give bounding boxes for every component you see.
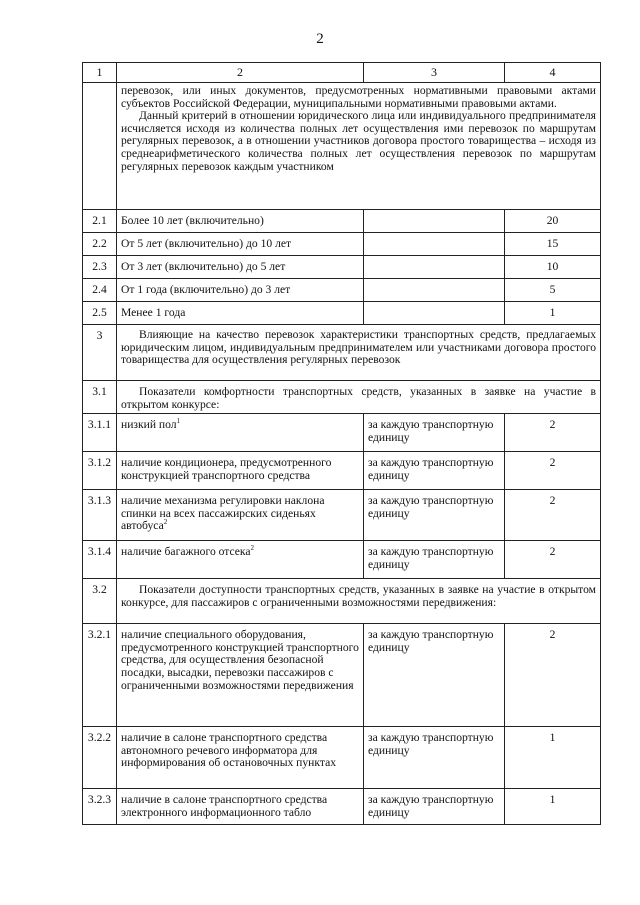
row-number: 3.1.4 [83,541,117,579]
section-number: 3.1 [83,381,117,414]
row-label: наличие специального оборудования, предусмотренного конструкцией транспортного средства, для осуществления безопасной посадки, высадки, перевозки пассажиров с ограниченными возможностями передвижения [117,624,364,727]
footnote-mark: 1 [176,417,181,426]
row-label: наличие механизма регулировки наклона спинки на всех пассажирских сиденьях автобуса [121,494,325,533]
header-col-1: 1 [83,63,117,83]
table-row [83,490,601,541]
section-number: 3.2 [83,579,117,624]
row-value: 2 [505,624,601,727]
table-row [83,256,601,279]
page-number: 2 [316,31,324,47]
row-label: От 5 лет (включительно) до 10 лет [117,233,364,256]
row-number: 2.1 [83,210,117,233]
section-row [83,381,601,414]
row-number: 2.4 [83,279,117,302]
row-value: 1 [505,302,601,325]
table-row [83,624,601,727]
row-unit: за каждую транспортную единицу [364,727,505,789]
row-unit: за каждую транспортную единицу [364,789,505,825]
table-row [83,279,601,302]
row-number: 3.1.3 [83,490,117,541]
row-number: 2.2 [83,233,117,256]
row-value: 20 [505,210,601,233]
header-row [83,63,601,83]
row-label: наличие кондиционера, предусмотренного конструкцией транспортного средства [121,456,332,482]
section-text: Показатели комфортности транспортных средств, указанных в заявке на участие в открытом конкурсе: [117,381,601,414]
row-unit: за каждую транспортную единицу [364,541,505,579]
table-row [83,414,601,452]
row-number: 3.2.1 [83,624,117,727]
footnote-mark: 2 [163,518,168,527]
row-label: наличие в салоне транспортного средства электронного информационного табло [117,789,364,825]
intro-text-1: перевозок, или иных документов, предусмотренных нормативными правовыми актами субъектов Российской Федерации, муниципальными нормативными правовыми актами. [121,84,596,110]
table-row [83,789,601,825]
row-value: 15 [505,233,601,256]
row-value: 2 [505,452,601,490]
row-value: 2 [505,541,601,579]
row-label: От 3 лет (включительно) до 5 лет [117,256,364,279]
section-row [83,579,601,624]
row-label: наличие багажного отсека [121,545,251,559]
row-value: 2 [505,490,601,541]
row-number: 3.2.2 [83,727,117,789]
row-number: 2.5 [83,302,117,325]
footnote-mark: 2 [250,544,255,553]
row-number: 3.2.3 [83,789,117,825]
header-col-2: 2 [117,63,364,83]
row-number: 3.1.1 [83,414,117,452]
table-row [83,302,601,325]
row-unit: за каждую транспортную единицу [364,490,505,541]
row-unit: за каждую транспортную единицу [364,624,505,727]
row-number: 2.3 [83,256,117,279]
row-number: 3.1.2 [83,452,117,490]
intro-row [83,83,601,210]
table-row [83,727,601,789]
criteria-table [82,62,601,825]
row-value: 1 [505,727,601,789]
row-label: наличие в салоне транспортного средства автономного речевого информатора для информирования об остановочных пунктах [117,727,364,789]
intro-text-2: Данный критерий в отношении юридического лица или индивидуального предпринимателя исчисляется исходя из количества полных лет осуществления ими перевозок по маршрутам регулярных перевозок, а в отношении участников договора простого товарищества – исходя из среднеарифметического количества полных лет осуществления перевозок по маршрутам регулярных перевозок каждым участником [121,109,596,173]
table-row [83,541,601,579]
header-col-4: 4 [505,63,601,83]
table-row [83,452,601,490]
section-text: Показатели доступности транспортных средств, указанных в заявке на участие в открытом конкурсе, для пассажиров с ограниченными возможностями передвижения: [117,579,601,624]
row-label: От 1 года (включительно) до 3 лет [117,279,364,302]
section-number: 3 [83,325,117,381]
section-text: Влияющие на качество перевозок характеристики транспортных средств, предлагаемых юридическим лицом, индивидуальным предпринимателем или участниками договора простого товарищества для осуществления регулярных перевозок [117,325,601,381]
header-col-3: 3 [364,63,505,83]
row-value: 5 [505,279,601,302]
row-label: Менее 1 года [117,302,364,325]
row-value: 2 [505,414,601,452]
row-value: 1 [505,789,601,825]
row-unit: за каждую транспортную единицу [364,452,505,490]
section-row [83,325,601,381]
table-row [83,233,601,256]
row-unit: за каждую транспортную единицу [364,414,505,452]
table-row [83,210,601,233]
row-value: 10 [505,256,601,279]
row-label: Более 10 лет (включительно) [117,210,364,233]
row-label: низкий пол [121,418,177,432]
